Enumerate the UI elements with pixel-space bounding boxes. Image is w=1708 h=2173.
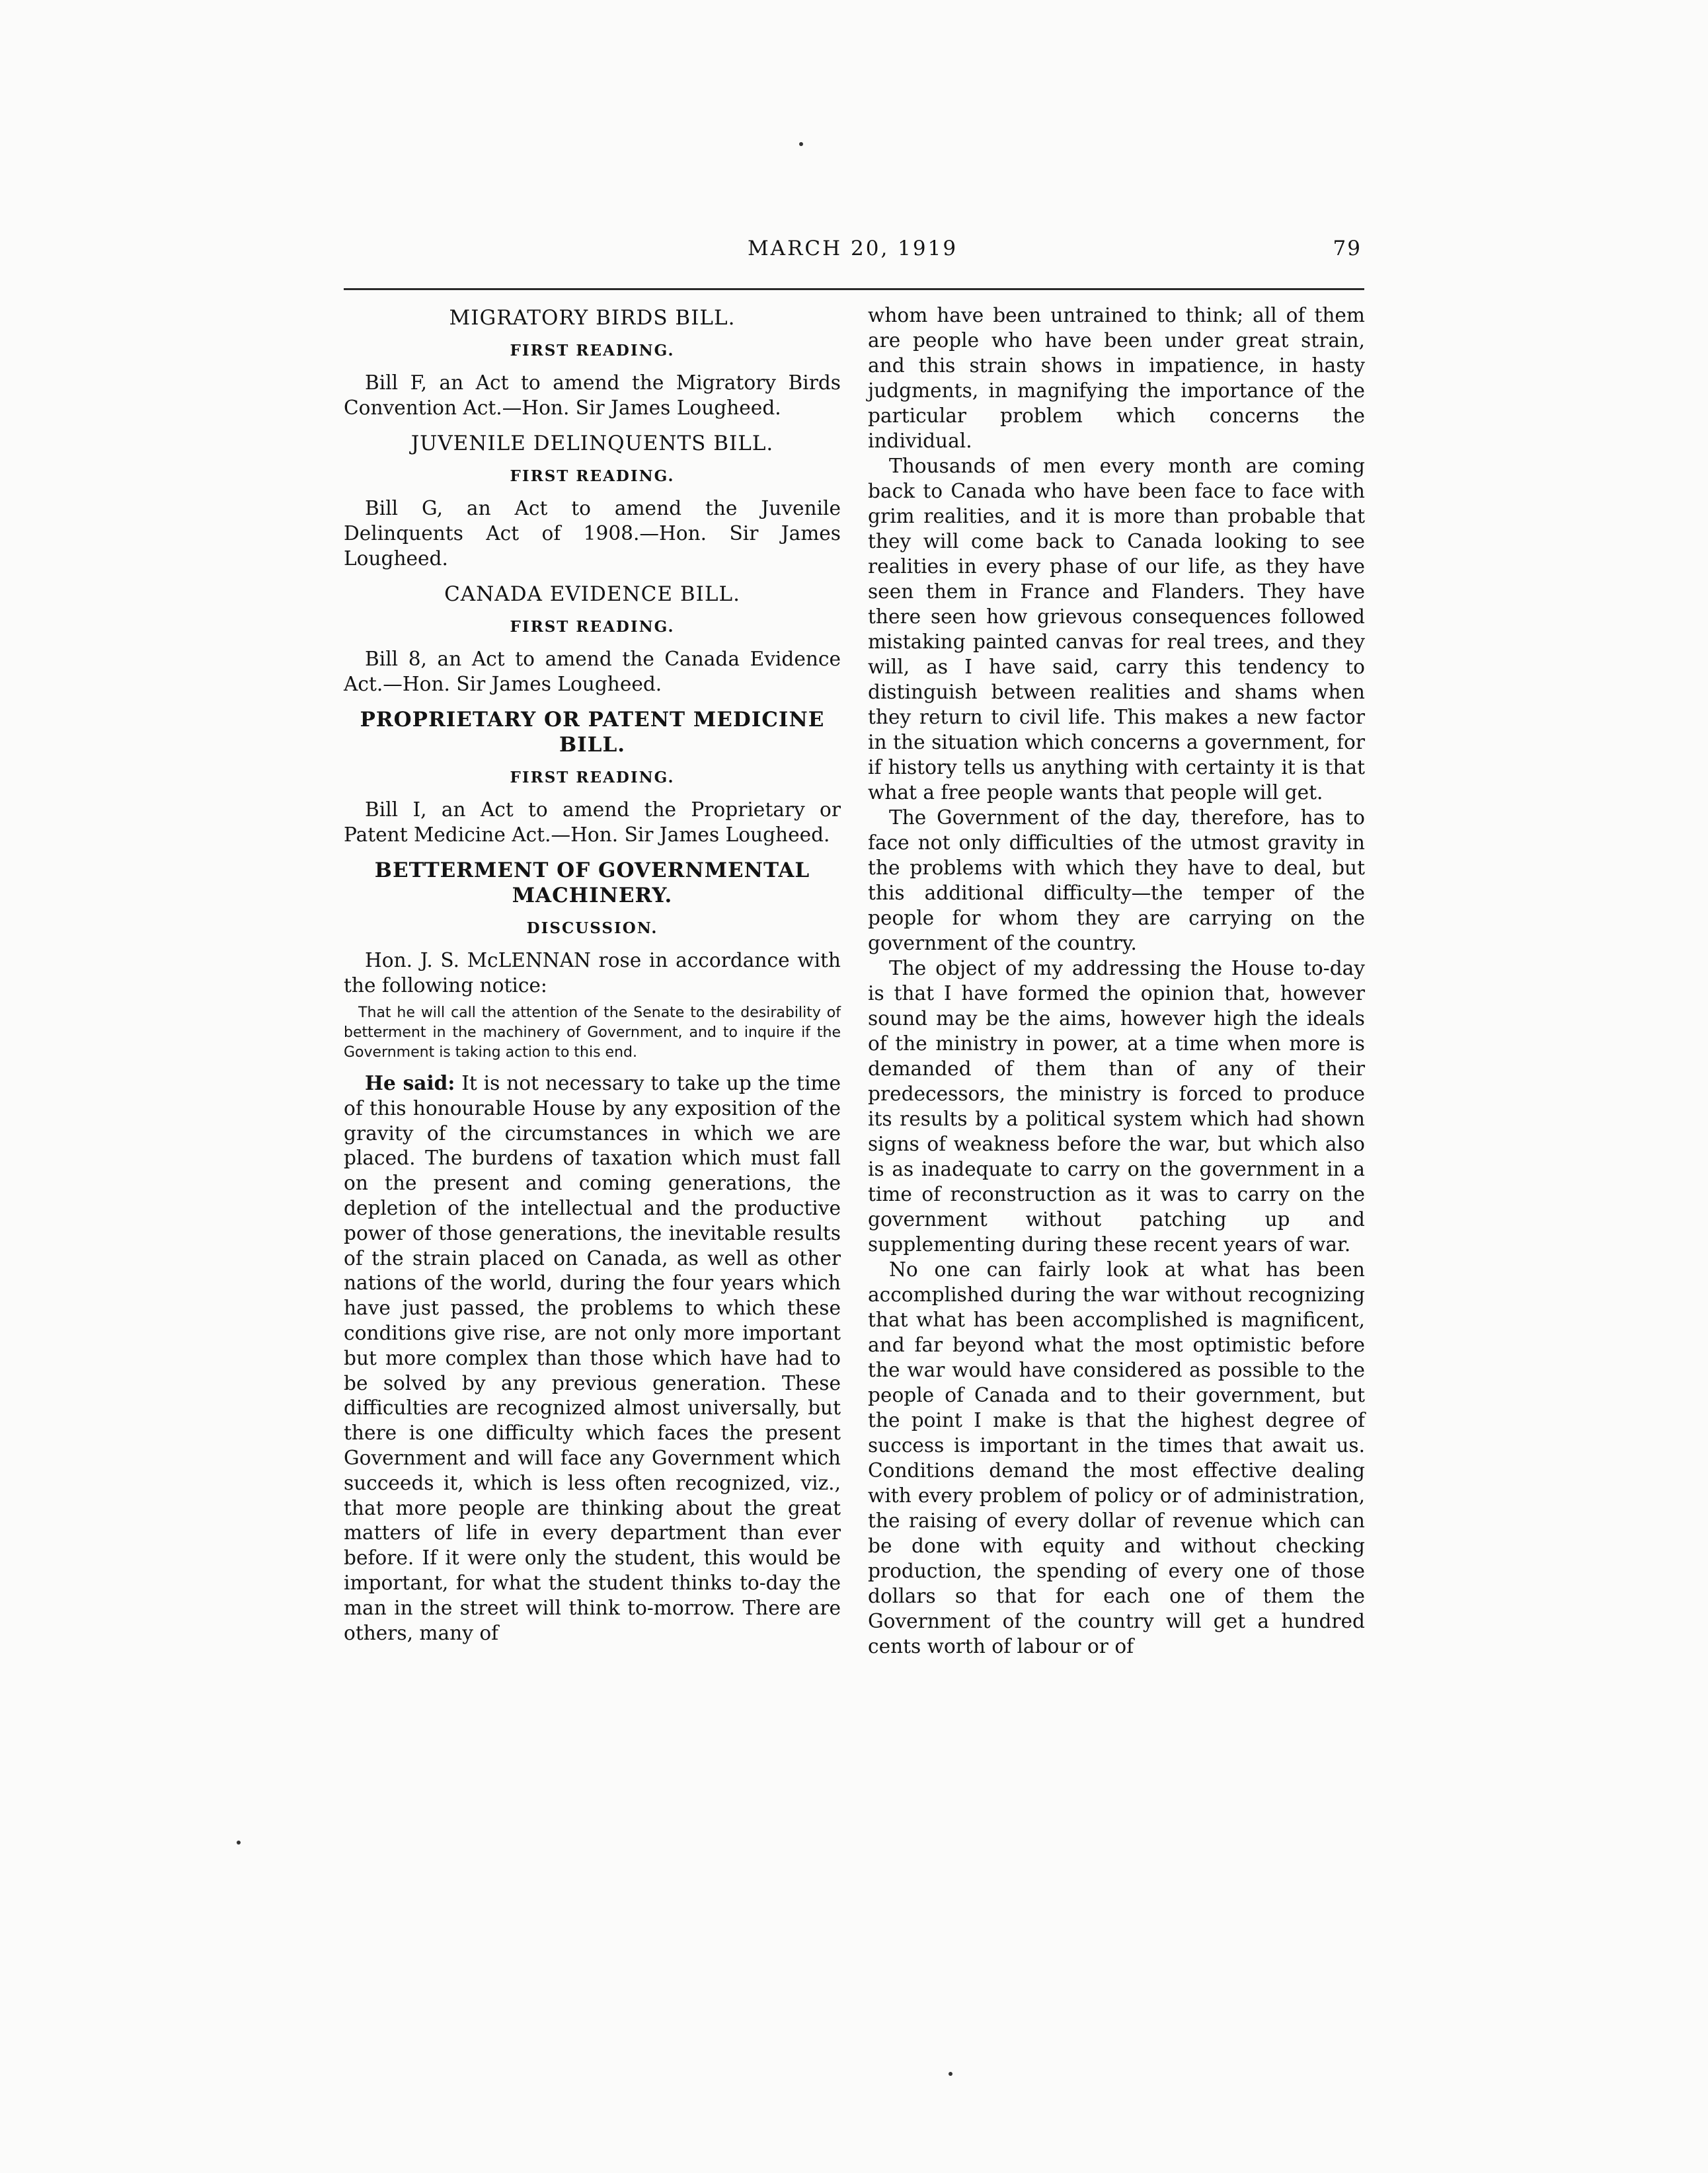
- section-juvenile: [344, 431, 841, 571]
- page-number: 79: [1333, 237, 1362, 260]
- section-subtitle: FIRST READING.: [510, 342, 675, 360]
- section-subtitle: FIRST READING.: [510, 769, 675, 786]
- paragraph: Bill G, an Act to amend the Juvenile Delinquents Act of 1908.—Hon. Sir James Lougheed.: [344, 497, 841, 570]
- section-title: BETTERMENT OF GOVERNMENTAL MACHINERY.: [374, 858, 810, 907]
- paragraph: Hon. J. S. McLENNAN rose in accordance with the following notice:: [344, 949, 841, 997]
- paragraph: Thousands of men every month are coming back to Canada who have been face to face with grim realities, and it is more than probable that they will come back to Canada looking to see realities in every phase of our life, as they have seen them in France and Flanders. They have there seen how grievous consequences followed mistaking painted canvas for real trees, and they will, as I have said, carry this tendency to distinguish between realities and shams when they return to civil life. This makes a new factor in the situation which concerns a government, for if history tells us anything with certainty it is that what a free people wants that people will get.: [868, 455, 1365, 804]
- section-betterment: [344, 858, 841, 1646]
- paragraph: whom have been untrained to think; all of them are people who have been under great strain, and this strain shows in impatience, in hasty judgments, in magnifying the importance of the particular problem which concerns the individual.: [868, 304, 1365, 452]
- scan-speck: [799, 142, 803, 146]
- right-column: [868, 303, 1365, 1659]
- section-title: MIGRATORY BIRDS BILL.: [449, 306, 736, 330]
- section-evidence: [344, 582, 841, 697]
- speech-body: It is not necessary to take up the time of this honourable House by any exposition of the gravity of the circumstances in which we are placed. The burdens of taxation which must fall on the present and coming generations, the depletion of the intellectual and the productive power of those generations, the inevitable results of the strain placed on Canada, as well as other nations of the world, during the four years which have just passed, the problems to which these conditions give rise, are not only more important but more complex than those which have had to be solved by any previous generation. These difficulties are recognized almost universally, but there is one difficulty which faces the present Government and will face any Government which succeeds it, which is less often recognized, viz., that more people are thinking about the great matters of life in every department than ever before. If it were only the student, this would be important, for what the student thinks to-day the man in the street will think to-morrow. There are others, many of: [344, 1072, 841, 1644]
- page-header: [344, 237, 1362, 270]
- section-migratory: [344, 305, 841, 420]
- paragraph: No one can fairly look at what has been accomplished during the war without recognizing that what has been accomplished is magnificent, and far beyond what the most optimistic before the war would have considered as possible to the people of Canada and to their government, but the point I make is that the highest degree of success is important in the times that await us. Conditions demand the most effective dealing with every problem of policy or of administration, the raising of every dollar of revenue which can be done with equity and without checking production, the spending of every one of those dollars so that for each one of them the Government of the country will get a hundred cents worth of labour or of: [868, 1258, 1365, 1658]
- notice-text: [344, 1003, 841, 1063]
- header-date: MARCH 20, 1919: [747, 237, 958, 260]
- section-title: JUVENILE DELINQUENTS BILL.: [410, 432, 774, 455]
- left-column: [344, 303, 841, 1656]
- section-subtitle: FIRST READING.: [510, 618, 675, 636]
- paragraph: The object of my addressing the House to-day is that I have formed the opinion that, however sound may be the aims, however high the ideals of the ministry in power, at a time when more is demanded of them than of any of their predecessors, the ministry is forced to produce its results by a political system which had shown signs of weakness before the war, but which also is as inadequate to carry on the government in a time of reconstruction as it was to carry on the government without patching up and supplementing during these recent years of war.: [868, 957, 1365, 1256]
- scan-speck: [949, 2072, 952, 2076]
- section-patent: [344, 707, 841, 847]
- notice-body: That he will call the attention of the Senate to the desirability of betterment in the machinery of Government, and to inquire if the Government is taking action to this end.: [344, 1005, 841, 1061]
- paragraph: The Government of the day, therefore, has to face not only difficulties of the utmost gravity in the problems with which they have to deal, but this additional difficulty—the temper of the people for whom they are carrying on the government of the country.: [868, 806, 1365, 954]
- scan-speck: [237, 1841, 241, 1845]
- section-subtitle: DISCUSSION.: [526, 919, 658, 937]
- section-title: PROPRIETARY OR PATENT MEDICINE BILL.: [360, 708, 825, 757]
- header-rule: [344, 288, 1364, 290]
- speech-lead: He said:: [365, 1071, 455, 1094]
- paragraph: Bill F, an Act to amend the Migratory Birds Convention Act.—Hon. Sir James Lougheed.: [344, 371, 841, 419]
- paragraph: Bill 8, an Act to amend the Canada Evidence Act.—Hon. Sir James Lougheed.: [344, 648, 841, 695]
- paragraph: Bill I, an Act to amend the Proprietary or Patent Medicine Act.—Hon. Sir James Lougheed.: [344, 798, 841, 846]
- section-subtitle: FIRST READING.: [510, 467, 675, 485]
- speech-paragraph: [344, 1071, 841, 1646]
- section-title: CANADA EVIDENCE BILL.: [444, 582, 740, 606]
